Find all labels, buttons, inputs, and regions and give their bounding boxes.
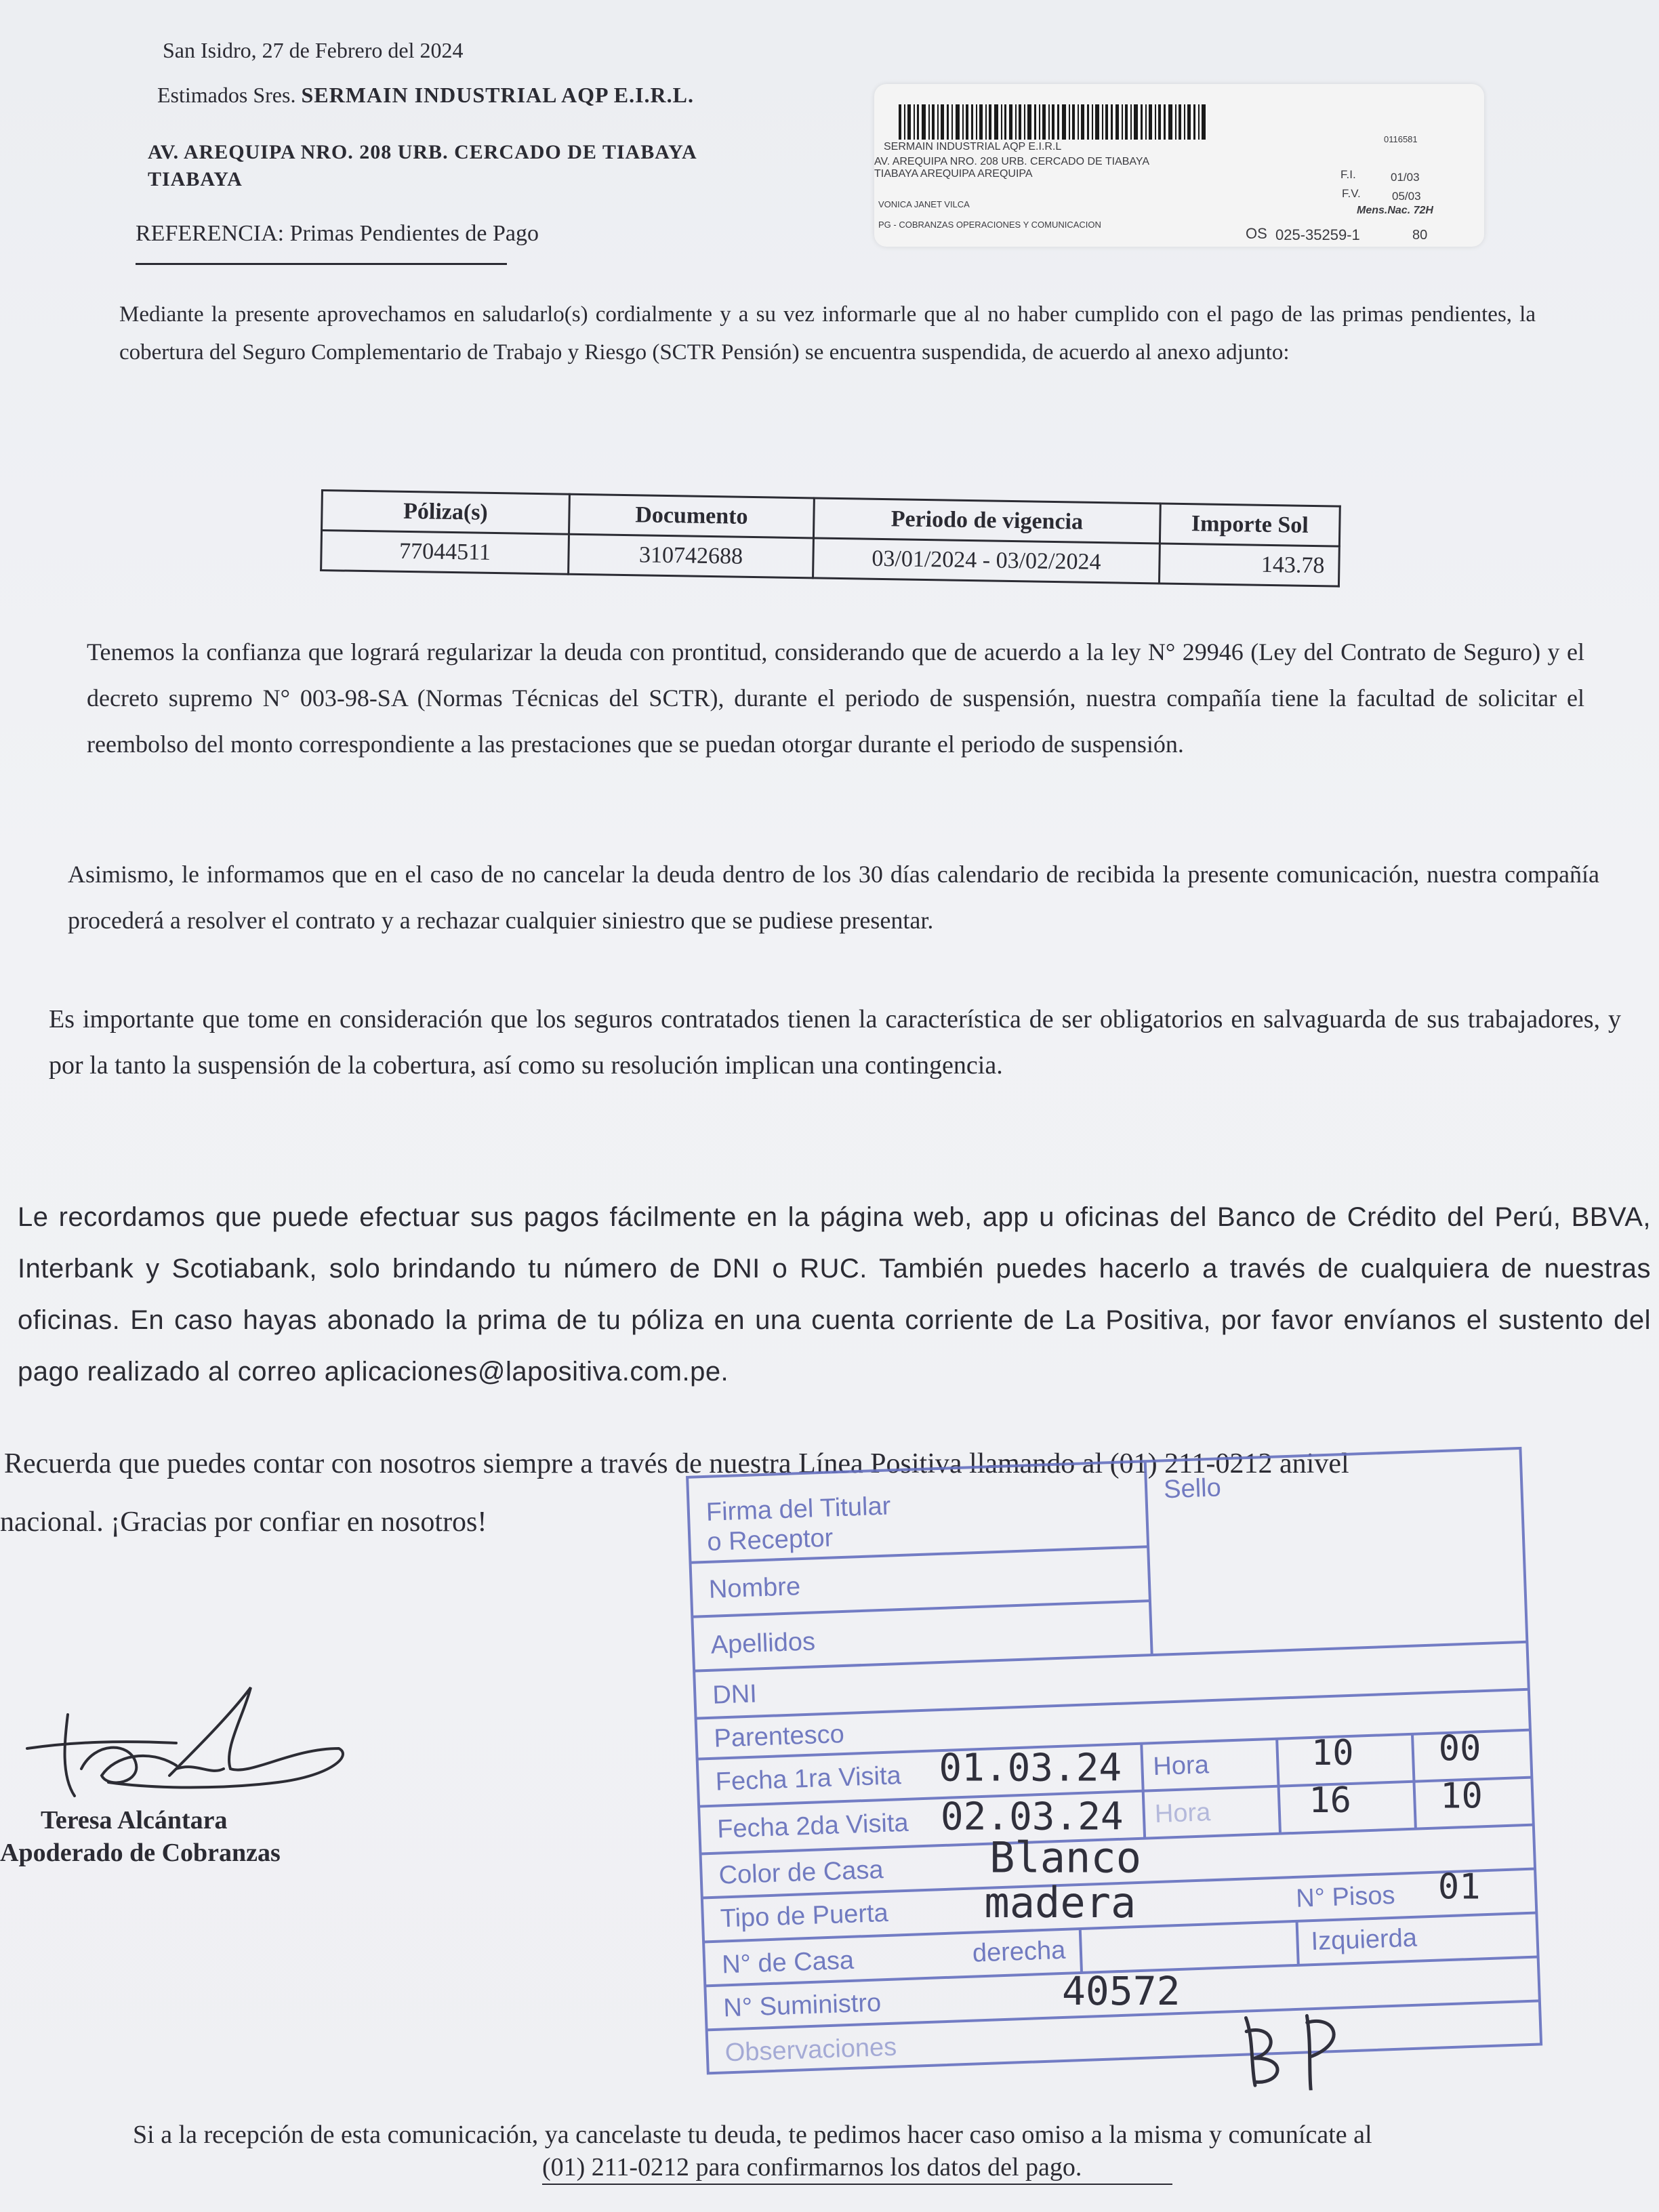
handwritten-hora-1-h: 10 <box>1311 1732 1354 1774</box>
signer-name: Teresa Alcántara <box>41 1806 228 1835</box>
stamp-hora-2: Hora <box>1154 1798 1211 1829</box>
label-service: Mens.Nac. 72H <box>1357 205 1433 216</box>
reception-stamp <box>684 1444 1587 2112</box>
company-address <box>148 139 825 193</box>
stamp-dni: DNI <box>712 1679 758 1710</box>
paragraph-5: Le recordamos que puede efectuar sus pagos fácilmente en la página web, app u oficinas del Banco de Crédito del Perú, BBVA, Interbank y Scotiabank, solo brindando tu número de DNI o RUC. También puedes hacerlo a través de cualquiera de nuestras oficinas. En caso hayas abonado la prima de tu póliza en una cuenta corriente de La Positiva, por favor envíanos el sustento del pago realizado al correo aplicaciones@lapositiva.com.pe. <box>18 1202 1651 1387</box>
stamp-hora-1: Hora <box>1152 1750 1210 1782</box>
label-fv-value: 05/03 <box>1392 190 1421 203</box>
handwritten-hora-2-m: 10 <box>1440 1776 1483 1817</box>
paragraph-6-line-2: nacional. ¡Gracias por confiar en nosotros! <box>0 1507 487 1538</box>
stamp-firma-2: o Receptor <box>706 1523 834 1557</box>
policy-table <box>320 489 1341 588</box>
table-header-importe: Importe Sol <box>1160 504 1340 546</box>
stamp-sello: Sello <box>1163 1473 1222 1504</box>
stamp-fecha-2: Fecha 2da Visita <box>716 1808 909 1844</box>
company-name: SERMAIN INDUSTRIAL AQP E.I.R.L. <box>301 83 694 107</box>
table-cell-importe: 143.78 <box>1159 544 1339 586</box>
label-os-label: OS <box>1246 225 1267 242</box>
address-line-2: TIABAYA <box>148 168 243 190</box>
stamp-firma: Firma del Titular <box>705 1492 891 1527</box>
footer-line-2: (01) 211-0212 para confirmarnos los datos del pago. <box>542 2153 1082 2182</box>
handwritten-suministro: 40572 <box>1061 1967 1181 2014</box>
paragraph-2: Tenemos la confianza que logrará regularizar la deuda con prontitud, considerando que de acuerdo a la ley N° 29946 (Ley del Contrato de Seguro) y el decreto supremo N° 003-98-SA (Normas Técnicas del SCTR), durante el periodo de suspensión, nuestra compañía tiene la facultad de solicitar el reembolso del monto correspondiente a las prestaciones que se puedan otorgar durante el periodo de suspensión. <box>87 638 1584 758</box>
footer-underline <box>542 2184 1172 2185</box>
paragraph-3: Asimismo, le informamos que en el caso de no cancelar la deuda dentro de los 30 días calendario de recibida la presente comunicación, nuestra compañía procederá a resolver el contrato y a rechazar cualquier siniestro que se pudiese presentar. <box>68 861 1599 934</box>
label-company: SERMAIN INDUSTRIAL AQP E.I.R.L <box>884 141 1062 152</box>
greeting-prefix: Estimados Sres. <box>157 83 296 107</box>
label-os-extra: 80 <box>1412 228 1428 243</box>
handwritten-pisos: 01 <box>1437 1866 1481 1908</box>
handwritten-hora-2-h: 16 <box>1309 1780 1351 1822</box>
label-fv-label: F.V. <box>1342 187 1361 200</box>
label-fi-value: 01/03 <box>1391 171 1420 184</box>
label-fi-label: F.I. <box>1340 168 1356 181</box>
handwritten-fecha-1: 01.03.24 <box>939 1746 1122 1790</box>
stamp-color-casa: Color de Casa <box>718 1856 884 1890</box>
label-department: PG - COBRANZAS OPERACIONES Y COMUNICACION <box>878 220 1101 230</box>
stamp-apellidos: Apellidos <box>710 1627 816 1660</box>
table-cell-poliza: 77044511 <box>321 531 569 575</box>
barcode-icon <box>899 104 1210 140</box>
courier-label <box>874 84 1484 247</box>
signer-title: Apoderado de Cobranzas <box>0 1839 281 1867</box>
reference: REFERENCIA: Primas Pendientes de Pago <box>136 221 539 246</box>
stamp-num-casa: N° de Casa <box>721 1946 855 1980</box>
label-code: 0116581 <box>1384 134 1418 144</box>
label-os-value: 025-35259-1 <box>1275 226 1360 243</box>
handwritten-fecha-2: 02.03.24 <box>940 1795 1124 1839</box>
stamp-suministro: N° Suministro <box>722 1988 882 2023</box>
label-address-2: TIABAYA AREQUIPA AREQUIPA <box>874 168 1033 180</box>
address-line-1: AV. AREQUIPA NRO. 208 URB. CERCADO DE TIABAYA <box>148 141 697 163</box>
paragraph-1: Mediante la presente aprovechamos en saludarlo(s) cordialmente y a su vez informarle que al no haber cumplido con el pago de las primas pendientes, la cobertura del Seguro Complementario de Trabajo y Riesgo (SCTR Pensión) se encuentra suspendida, de acuerdo al anexo adjunto: <box>119 302 1536 365</box>
stamp-izquierda: Izquierda <box>1310 1923 1418 1957</box>
table-header-poliza: Póliza(s) <box>322 491 570 535</box>
reference-underline <box>136 263 507 265</box>
stamp-parentesco: Parentesco <box>713 1720 845 1753</box>
handwritten-initials-icon <box>1232 2007 1370 2093</box>
table-header-periodo: Periodo de vigencia <box>813 498 1160 544</box>
footer-line-1: Si a la recepción de esta comunicación, ya cancelaste tu deuda, te pedimos hacer caso omiso a la misma y comunícate al <box>133 2121 1372 2149</box>
greeting <box>157 83 694 108</box>
table-header-documento: Documento <box>569 494 815 538</box>
table-cell-periodo: 03/01/2024 - 03/02/2024 <box>813 538 1160 583</box>
label-address-1: AV. AREQUIPA NRO. 208 URB. CERCADO DE TIABAYA <box>874 156 1150 167</box>
signature-icon <box>20 1674 359 1809</box>
stamp-fecha-1: Fecha 1ra Visita <box>715 1761 902 1797</box>
stamp-nombre: Nombre <box>708 1572 801 1604</box>
stamp-derecha: derecha <box>972 1936 1066 1968</box>
stamp-pisos: N° Pisos <box>1295 1881 1396 1913</box>
paragraph-6-line-1: Recuerda que puedes contar con nosotros siempre a través de nuestra Línea Positiva llamando al (01) 211-0212 anivel <box>4 1448 1349 1479</box>
stamp-observaciones: Observaciones <box>724 2032 897 2068</box>
paragraph-4: Es importante que tome en consideración que los seguros contratados tienen la característica de ser obligatorios en salvaguarda de sus trabajadores, y por la tanto la suspensión de la cobertura, así como su resolución implican una contingencia. <box>49 1005 1621 1080</box>
table-cell-documento: 310742688 <box>569 534 814 578</box>
handwritten-color: Blanco <box>989 1832 1142 1883</box>
stamp-tipo-puerta: Tipo de Puerta <box>720 1898 889 1933</box>
handwritten-hora-1-m: 00 <box>1438 1728 1481 1769</box>
label-contact: VONICA JANET VILCA <box>878 199 970 209</box>
letter-date: San Isidro, 27 de Febrero del 2024 <box>163 38 464 62</box>
handwritten-puerta: madera <box>984 1878 1136 1928</box>
